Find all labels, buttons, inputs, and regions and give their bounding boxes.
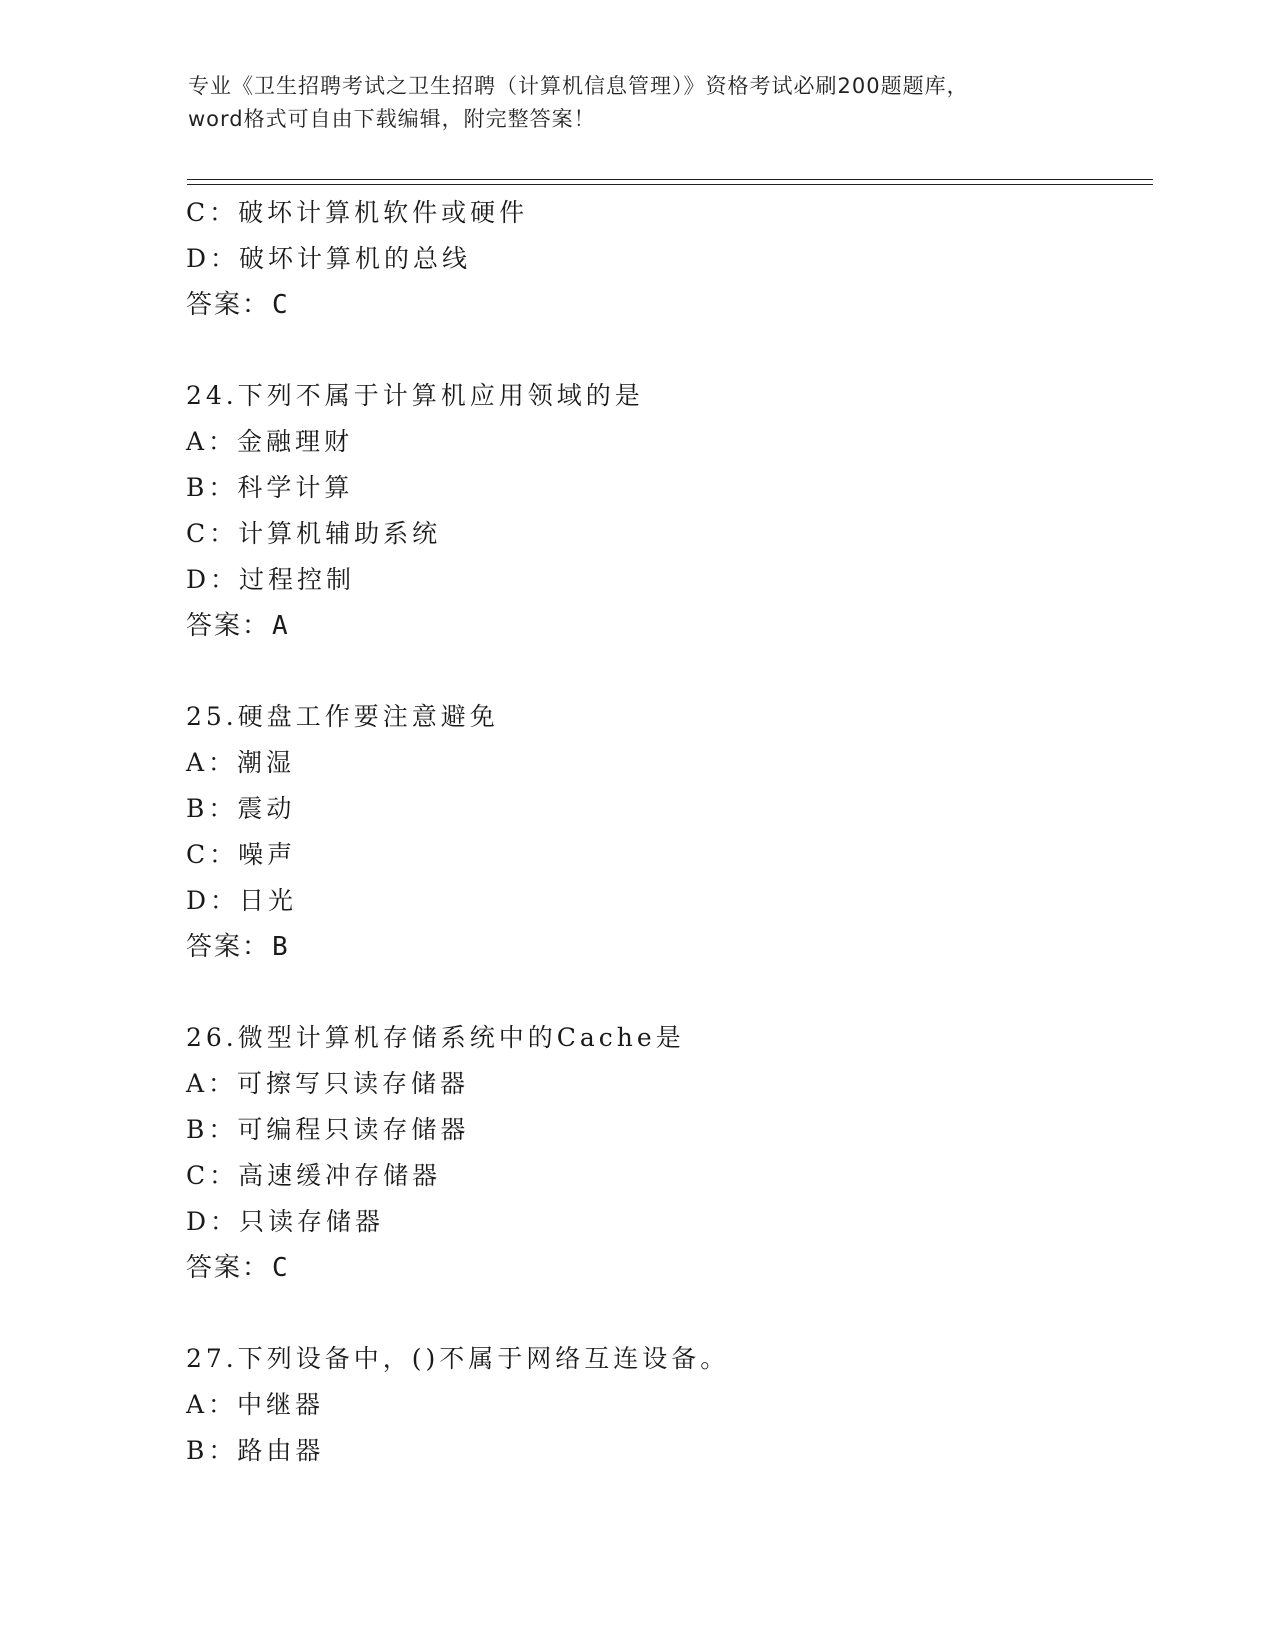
- answer-label: 答案：: [186, 932, 271, 962]
- question-23-partial: [186, 190, 1146, 328]
- option-b: B：科学计算: [186, 473, 354, 502]
- answer-line: [186, 924, 1146, 970]
- question-stem: 27.下列设备中，()不属于网络互连设备。: [186, 1344, 730, 1373]
- answer-value: C: [272, 1253, 290, 1283]
- question-26: [186, 1015, 1146, 1291]
- option-d: D：日光: [186, 886, 298, 915]
- spacer: [186, 970, 1146, 1015]
- question-stem: 26.微型计算机存储系统中的Cache是: [186, 1023, 685, 1052]
- answer-label: 答案：: [186, 1253, 271, 1283]
- question-25: [186, 694, 1146, 970]
- option-a: A：可擦写只读存储器: [186, 1069, 470, 1098]
- option-b: B：可编程只读存储器: [186, 1115, 470, 1144]
- spacer: [186, 328, 1146, 373]
- question-list: [186, 190, 1146, 1474]
- header-divider-bottom: [187, 184, 1153, 185]
- question-27: [186, 1336, 1146, 1474]
- option-d: D：破坏计算机的总线: [186, 244, 472, 273]
- question-24: [186, 373, 1146, 649]
- header-line-1: 专业《卫生招聘考试之卫生招聘（计算机信息管理）》资格考试必刷200题题库，: [188, 74, 969, 98]
- spacer: [186, 1291, 1146, 1336]
- option-a: A：中继器: [186, 1390, 325, 1419]
- header-line-2: word格式可自由下载编辑，附完整答案！: [188, 107, 596, 131]
- option-a: A：金融理财: [186, 427, 354, 456]
- document-header: [188, 70, 1088, 136]
- spacer: [186, 649, 1146, 694]
- answer-value: C: [272, 290, 290, 320]
- option-b: B：路由器: [186, 1436, 325, 1465]
- answer-value: A: [272, 611, 290, 641]
- option-c: C：噪声: [186, 840, 297, 869]
- option-d: D：只读存储器: [186, 1207, 385, 1236]
- answer-value: B: [272, 932, 290, 962]
- option-c: C：高速缓冲存储器: [186, 1161, 442, 1190]
- option-c: C：计算机辅助系统: [186, 519, 442, 548]
- answer-label: 答案：: [186, 290, 271, 320]
- answer-line: [186, 1245, 1146, 1291]
- answer-label: 答案：: [186, 611, 271, 641]
- answer-line: [186, 603, 1146, 649]
- option-a: A：潮湿: [186, 748, 296, 777]
- option-c: C：破坏计算机软件或硬件: [186, 198, 529, 227]
- answer-line: [186, 282, 1146, 328]
- question-stem: 25.硬盘工作要注意避免: [186, 702, 499, 731]
- option-d: D：过程控制: [186, 565, 356, 594]
- question-stem: 24.下列不属于计算机应用领域的是: [186, 381, 644, 410]
- option-b: B：震动: [186, 794, 296, 823]
- header-divider-top: [187, 179, 1153, 180]
